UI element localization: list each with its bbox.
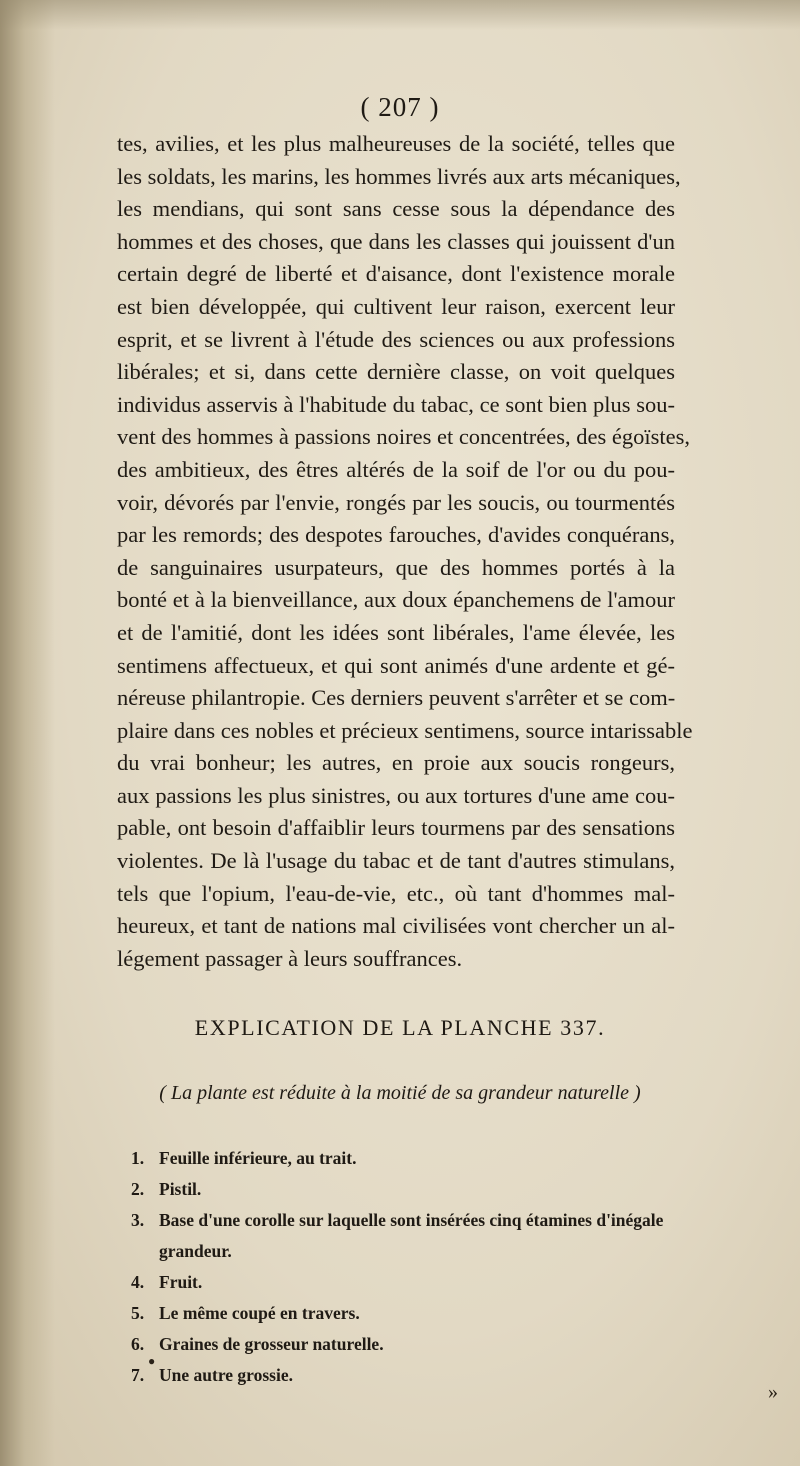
- legend-text: Pistil.: [159, 1179, 202, 1199]
- text-line: heureux, et tant de nations mal civilisées vont chercher un al-: [117, 913, 675, 939]
- text-line: des ambitieux, des êtres altérés de la soif de l'or ou du pou-: [117, 456, 675, 482]
- text-line: tels que l'opium, l'eau-de-vie, etc., où tant d'hommes mal-: [117, 880, 675, 906]
- plate-legend-list: [131, 1143, 691, 1391]
- text-line: est bien développée, qui cultivent leur raison, exercent leur: [117, 293, 675, 319]
- legend-text: Graines de grosseur naturelle.: [159, 1334, 384, 1354]
- legend-item: [131, 1143, 691, 1174]
- text-line: individus asservis à l'habitude du tabac, ce sont bien plus sou-: [117, 391, 675, 417]
- text-line: pable, ont besoin d'affaiblir leurs tourmens par des sensations: [117, 815, 675, 841]
- plate-explanation-heading: EXPLICATION DE LA PLANCHE 337.: [194, 1015, 606, 1040]
- page-number: ( 207 ): [360, 92, 440, 122]
- legend-number: 6.: [131, 1334, 145, 1354]
- text-line: les soldats, les marins, les hommes livrés aux arts mécaniques,: [117, 163, 681, 189]
- text-line: par les remords; des despotes farouches, d'avides conquérans,: [117, 522, 675, 548]
- text-line: hommes et des choses, que dans les classes qui jouissent d'un: [117, 228, 675, 254]
- legend-number: 3.: [131, 1210, 145, 1230]
- text-line: vent des hommes à passions noires et concentrées, des égoïstes,: [117, 424, 690, 450]
- text-line: aux passions les plus sinistres, ou aux tortures d'une ame cou-: [117, 782, 675, 808]
- legend-item: [131, 1360, 691, 1391]
- plate-scale-note: ( La plante est réduite à la moitié de sa grandeur naturelle ): [159, 1082, 641, 1104]
- legend-text: Feuille inférieure, au trait.: [159, 1148, 357, 1168]
- legend-text: Une autre grossie.: [159, 1365, 293, 1385]
- text-line: tes, avilies, et les plus malheureuses de la société, telles que: [117, 131, 675, 156]
- text-line: plaire dans ces nobles et précieux sentimens, source intarissable: [117, 717, 693, 743]
- text-line: esprit, et se livrent à l'étude des sciences ou aux professions: [117, 326, 675, 352]
- legend-text-continuation: grandeur.: [159, 1241, 232, 1261]
- legend-item: [131, 1267, 691, 1298]
- page-gutter-shadow: [0, 0, 55, 1466]
- ink-spot-mark: ●: [148, 1354, 156, 1368]
- text-line: voir, dévorés par l'envie, rongés par les soucis, ou tourmentés: [117, 489, 675, 515]
- legend-number: 1.: [131, 1148, 145, 1168]
- margin-mark: »: [768, 1381, 778, 1403]
- body-paragraph: [117, 128, 693, 975]
- text-line: du vrai bonheur; les autres, en proie aux soucis rongeurs,: [117, 750, 675, 776]
- legend-text: Base d'une corolle sur laquelle sont insérées cinq étamines d'inégale: [159, 1210, 664, 1230]
- text-line: libérales; et si, dans cette dernière classe, on voit quelques: [117, 359, 675, 385]
- legend-number: 4.: [131, 1272, 145, 1292]
- text-line: et de l'amitié, dont les idées sont libérales, l'ame élevée, les: [117, 619, 675, 645]
- legend-item: [131, 1205, 691, 1236]
- text-line: certain degré de liberté et d'aisance, dont l'existence morale: [117, 261, 675, 287]
- text-line: violentes. De là l'usage du tabac et de tant d'autres stimulans,: [117, 848, 675, 874]
- legend-number: 5.: [131, 1303, 145, 1323]
- text-line: les mendians, qui sont sans cesse sous la dépendance des: [117, 196, 675, 222]
- page-top-shadow: [0, 0, 800, 30]
- text-line: sentimens affectueux, et qui sont animés d'une ardente et gé-: [117, 652, 675, 678]
- legend-item: [131, 1329, 691, 1360]
- text-line: légement passager à leurs souffrances.: [117, 945, 463, 971]
- legend-text: Le même coupé en travers.: [159, 1303, 360, 1323]
- legend-item: [131, 1174, 691, 1205]
- legend-text: Fruit.: [159, 1272, 203, 1292]
- text-line: bonté et à la bienveillance, aux doux épanchemens de l'amour: [117, 587, 675, 613]
- legend-number: 2.: [131, 1179, 145, 1199]
- text-line: de sanguinaires usurpateurs, que des hommes portés à la: [117, 554, 675, 580]
- legend-item: [131, 1298, 691, 1329]
- legend-number: 7.: [131, 1365, 145, 1385]
- text-line: néreuse philantropie. Ces derniers peuvent s'arrêter et se com-: [117, 685, 676, 711]
